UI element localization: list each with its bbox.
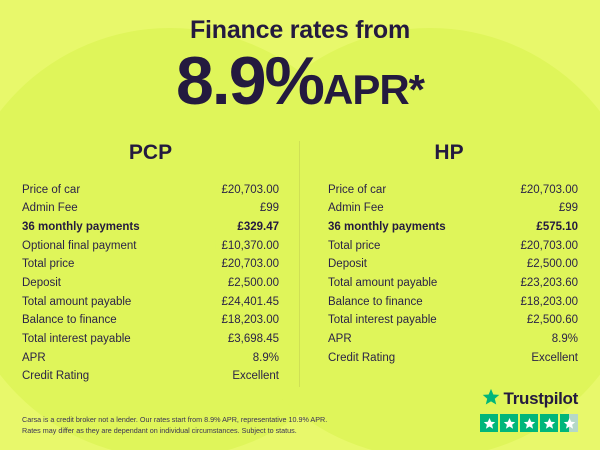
table-row <box>328 293 578 312</box>
finance-column-hp <box>300 141 578 387</box>
star-icon <box>520 414 538 432</box>
table-row <box>22 256 279 275</box>
trustpilot-wordmark: Trustpilot <box>503 389 578 408</box>
row-label: Balance to finance <box>22 314 117 327</box>
table-row <box>22 274 279 293</box>
row-value: £329.47 <box>237 220 279 233</box>
table-row <box>328 181 578 200</box>
row-value: £18,203.00 <box>520 295 578 308</box>
table-row <box>328 349 578 368</box>
row-value: £2,500.60 <box>526 314 578 327</box>
legal-disclaimer <box>22 415 352 436</box>
row-label: Price of car <box>328 183 387 196</box>
rate-suffix: APR* <box>322 66 425 113</box>
disclaimer-line-1: Carsa is a credit broker not a lender. Our rates start from 8.9% APR, representative 10.9% APR. <box>22 415 328 425</box>
row-label: Admin Fee <box>328 202 384 215</box>
row-value: £2,500.00 <box>526 258 578 271</box>
table-row <box>328 274 578 293</box>
column-title-pcp: PCP <box>128 141 173 164</box>
table-row <box>22 237 279 256</box>
trustpilot-rating-stars <box>480 414 578 432</box>
row-value: 8.9% <box>252 351 279 364</box>
row-label: APR <box>328 333 352 346</box>
row-label: Total amount payable <box>22 295 132 308</box>
table-row <box>22 200 279 219</box>
table-row <box>22 312 279 331</box>
row-label: APR <box>22 351 46 364</box>
row-label: Total interest payable <box>328 314 437 327</box>
row-value: £3,698.45 <box>227 333 279 346</box>
row-label: Price of car <box>22 183 81 196</box>
row-label: Total price <box>328 239 381 252</box>
row-label: Credit Rating <box>22 370 90 383</box>
trustpilot-star-icon <box>482 388 500 410</box>
row-value: £99 <box>259 202 279 215</box>
column-title-hp: HP <box>434 141 464 164</box>
disclaimer-line-2: Rates may differ as they are dependant on individual circumstances. Subject to status. <box>22 425 297 435</box>
star-icon <box>540 414 558 432</box>
finance-column-pcp <box>22 141 300 387</box>
table-row <box>328 256 578 275</box>
trustpilot-badge <box>480 388 578 432</box>
row-label: Total interest payable <box>22 333 131 346</box>
table-row <box>328 218 578 237</box>
row-label: Total amount payable <box>328 277 438 290</box>
star-half-icon <box>560 414 578 432</box>
table-row <box>328 312 578 331</box>
table-row <box>22 181 279 200</box>
trustpilot-logo <box>480 388 578 410</box>
row-value: £20,703.00 <box>520 239 578 252</box>
row-label: 36 monthly payments <box>22 220 140 233</box>
row-value: £575.10 <box>536 220 578 233</box>
row-label: Balance to finance <box>328 295 423 308</box>
star-icon <box>500 414 518 432</box>
row-value: £24,401.45 <box>221 295 279 308</box>
rate-value: 8.9% <box>175 43 323 119</box>
table-row <box>328 200 578 219</box>
row-value: Excellent <box>232 370 279 383</box>
row-value: 8.9% <box>551 333 578 346</box>
table-row <box>328 331 578 350</box>
row-value: £23,203.60 <box>520 277 578 290</box>
table-row <box>22 218 279 237</box>
row-value: £99 <box>558 202 578 215</box>
headline-rate <box>0 43 600 119</box>
row-value: £18,203.00 <box>221 314 279 327</box>
star-icon <box>480 414 498 432</box>
row-value: £20,703.00 <box>221 258 279 271</box>
table-row <box>328 237 578 256</box>
row-label: Deposit <box>22 277 61 290</box>
row-label: Deposit <box>328 258 367 271</box>
table-row <box>22 331 279 350</box>
finance-comparison <box>0 141 600 387</box>
row-label: Optional final payment <box>22 239 137 252</box>
row-value: £2,500.00 <box>227 277 279 290</box>
row-value: £20,703.00 <box>520 183 578 196</box>
row-label: Total price <box>22 258 75 271</box>
table-row <box>22 293 279 312</box>
row-label: 36 monthly payments <box>328 220 446 233</box>
page-title: Finance rates from <box>189 16 411 44</box>
row-label: Credit Rating <box>328 351 396 364</box>
row-value: £20,703.00 <box>221 183 279 196</box>
table-row <box>22 349 279 368</box>
table-row <box>22 368 279 387</box>
row-value: Excellent <box>531 351 578 364</box>
row-label: Admin Fee <box>22 202 78 215</box>
row-value: £10,370.00 <box>221 239 279 252</box>
